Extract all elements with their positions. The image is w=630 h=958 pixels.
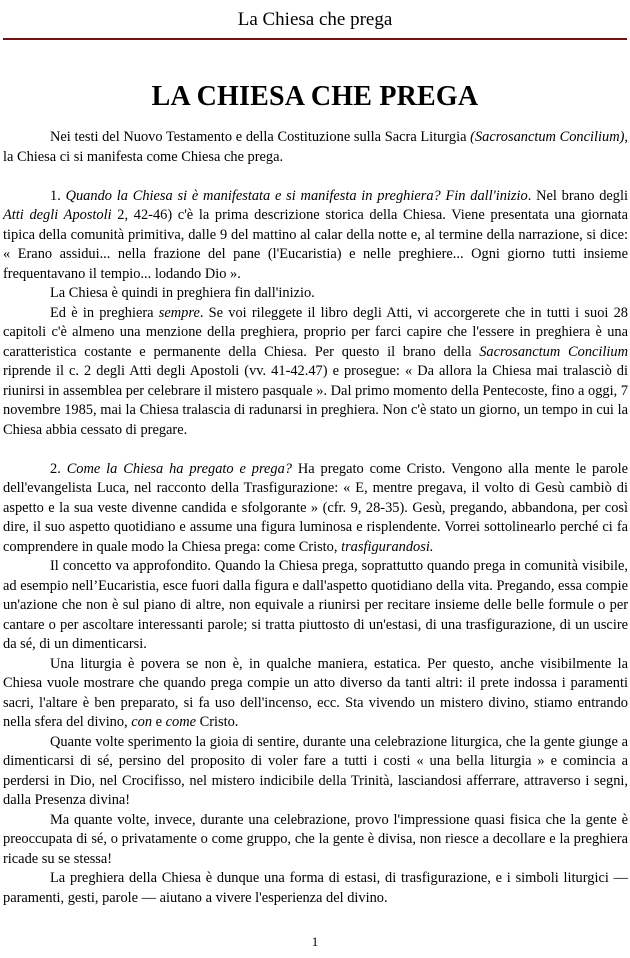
header-divider	[3, 38, 627, 40]
text-run: Una liturgia è povera se non è, in qualche maniera, estatica. Per questo, anche visibilmente la Chiesa vuole mostrare che quando prega compie un atto diverso da tanti altri: il prete indossa i paramenti sacri, l'altare è ben preparato, si fa uso dell'incenso, ecc. Sta vivendo un mistero divino, stiamo entrando nella sfera del divino,	[3, 655, 628, 730]
text-run: 2.	[50, 460, 67, 477]
text-run: Il concetto va approfondito. Quando la Chiesa prega, soprattutto quando prega in comunità visibile, ad esempio nell’Eucaristia, esce fuori dalla figura e dall'aspetto quotidiano della vita. Pregando, essa compie un'azione che non è sul piano di altre, non equivale a riunirsi per recitare insieme delle belle formule o per cantare o per ascoltare interessanti parole; si tratta piuttosto di un'estasi, di una trasfigurazione, di un uscire da sé, di un dimenticarsi.	[3, 558, 628, 652]
body-paragraph	[3, 869, 628, 908]
body-paragraph	[3, 811, 628, 870]
italic-text: con	[131, 714, 153, 730]
page-number: 1	[311, 934, 319, 949]
text-run: e	[152, 714, 166, 730]
text-run: Cristo.	[196, 714, 239, 730]
document-body	[3, 128, 628, 908]
italic-text: (Sacrosanctum Concilium)	[470, 129, 625, 145]
italic-text: Quando la Chiesa si è manifestata e si manifesta in preghiera? Fin dall'inizio	[65, 187, 528, 204]
body-paragraph	[3, 733, 628, 811]
text-run: Ed è in preghiera	[50, 304, 159, 321]
text-run: La preghiera della Chiesa è dunque una forma di estasi, di trasfigurazione, e i simboli liturgici — paramenti, gesti, parole — aiutano a vivere l'esperienza del divino.	[3, 870, 628, 906]
running-header: La Chiesa che prega	[237, 9, 393, 30]
text-run: 2, 42-46) c'è la prima descrizione storica della Chiesa. Viene presentata una giornata tipica della comunità primitiva, dalle 9 del mattino al calar della notte e, al termine della narrazione, si dice: « Erano assidui... nella frazione del pane (l'Eucaristia) e nelle preghiere... Ogni giorno tutti insieme frequentavano il tempio... lodando Dio ».	[3, 207, 628, 282]
body-paragraph	[3, 460, 628, 558]
text-run: , la Chiesa ci si manifesta come Chiesa che prega.	[3, 129, 628, 165]
text-run: Nei testi del Nuovo Testamento e della Costituzione sulla Sacra Liturgia	[50, 129, 471, 145]
body-paragraph	[3, 655, 628, 733]
italic-text: Sacrosanctum Concilium	[479, 343, 628, 360]
text-run: . Se voi rileggete il libro degli Atti, vi accorgerete che in tutti i suoi 28 capitoli c'è almeno una menzione della preghiera, proprio per farci capire che l'essere in preghiera è una caratteristica costante e permanente della Chiesa. Per questo il brano della	[3, 304, 628, 360]
text-run: . Nel brano degli	[527, 187, 628, 204]
body-paragraph	[3, 128, 628, 167]
text-run: Ma quante volte, invece, durante una celebrazione, provo l'impressione quasi fisica che la gente è preoccupata di sé, o privatamente o come gruppo, che la gente è divisa, non riesce a decollare e la preghiera ricade su se stessa!	[3, 811, 628, 867]
text-run: La Chiesa è quindi in preghiera fin dall'inizio.	[50, 285, 315, 301]
italic-text: come	[165, 714, 197, 730]
document-title: LA CHIESA CHE PREGA	[151, 81, 479, 112]
body-paragraph	[3, 187, 628, 285]
italic-text: sempre	[158, 304, 200, 321]
italic-text: Atti degli Apostoli	[3, 207, 112, 223]
text-run: riprende il c. 2 degli Atti degli Apostoli (vv. 41-42.47) e prosegue: « Da allora la Chiesa mai tralasciò di riunirsi in assemblea per celebrare il mistero pasquale ». Dal primo momento della Pentecoste, fino a oggi, 7 novembre 1985, mai la Chiesa tralascia di radunarsi in preghiera. Non c'è stato un giorno, un tempo in cui la Chiesa abbia cessato di pregare.	[3, 363, 629, 438]
italic-text: Come la Chiesa ha pregato e prega?	[66, 460, 292, 477]
text-run: 1.	[50, 187, 66, 204]
italic-text: trasfigurandosi.	[341, 538, 434, 555]
text-run: Quante volte sperimento la gioia di sentire, durante una celebrazione liturgica, che la gente giunge a dimenticarsi di sé, persino del proposito di voler fare a tutti i costi « una bella liturgia » e comincia a perdersi in Dio, nel Crocifisso, nel mistero indicibile della Trinità, lasciandosi afferrare, attraverso i segni, dalla Presenza divina!	[3, 733, 628, 808]
body-paragraph	[3, 557, 628, 655]
body-paragraph	[3, 304, 628, 441]
body-paragraph	[3, 284, 628, 304]
text-run: Ha pregato come Cristo. Vengono alla mente le parole dell'evangelista Luca, nel racconto della Trasfigurazione: « E, mentre pregava, il volto di Gesù cambiò di aspetto e la sua veste divenne candida e sfolgorante » (cfr. 9, 28-35). Gesù, pregando, abbandona, per così dire, il suo aspetto quotidiano e assume una figura luminosa e risplendente. Vorrei sottolinearlo perché ci fa comprendere in quale modo la Chiesa prega: come Cristo,	[3, 460, 628, 555]
